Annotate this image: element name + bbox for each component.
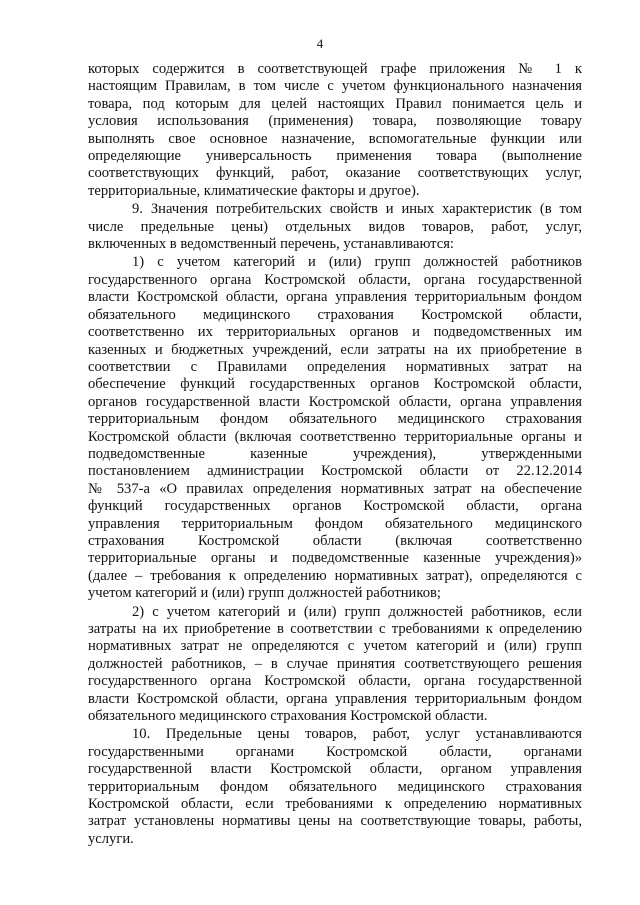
paragraph-line: функций государственных органов Костромской области, органа bbox=[88, 498, 582, 515]
paragraph-line: государственной власти Костромской области, органом управления bbox=[88, 761, 582, 778]
paragraph-line: власти Костромской области, органа управления территориальным фондом bbox=[88, 289, 582, 306]
paragraph-line: включенных в ведомственный перечень, устанавливаются: bbox=[88, 236, 454, 253]
paragraph-line: власти Костромской области, органа управления территориальным фондом bbox=[88, 690, 582, 707]
paragraph-line: Костромской области, если требованиями к определению нормативных bbox=[88, 796, 582, 813]
paragraph-line: соответствии с Правилами определения нормативных затрат на bbox=[88, 358, 582, 375]
paragraph-line: настоящим Правилам, в том числе с учетом функционального назначения bbox=[88, 78, 582, 95]
paragraph-line: которых содержится в соответствующей графе приложения № 1 к bbox=[88, 61, 582, 77]
paragraph-line: государственного органа Костромской области, органа государственной bbox=[88, 271, 582, 288]
paragraph-line: управления территориальным фондом обязательного медицинского bbox=[88, 515, 582, 532]
paragraph-line: постановлением администрации Костромской области от 22.12.2014 bbox=[88, 463, 582, 480]
paragraph-line: учетом категорий и (или) групп должностей работников; bbox=[88, 585, 441, 602]
paragraph-line: страхования Костромской области (включая соответственно bbox=[88, 532, 582, 549]
paragraph-line: 2) с учетом категорий и (или) групп должностей работников, если bbox=[132, 603, 582, 620]
paragraph-line: государственного органа Костромской области, органа государственной bbox=[88, 673, 582, 690]
paragraph-line: нормативных затрат не определяются с учетом категорий и (или) групп bbox=[88, 638, 582, 655]
paragraph-line: услуги. bbox=[88, 830, 134, 847]
paragraph-line: обязательного медицинского страхования Костромской области, bbox=[88, 306, 582, 323]
paragraph-line: товара, под которым для целей настоящих Правил понимается цель и bbox=[88, 95, 582, 112]
paragraph-line: (далее – требования к определению нормативных затрат), определяются с bbox=[88, 567, 582, 584]
paragraph-line: условия использования (применения) товара, позволяющие товару bbox=[88, 113, 582, 130]
paragraph-line: обязательного медицинского страхования Костромской области. bbox=[88, 708, 488, 725]
paragraph-line: 10. Предельные цены товаров, работ, услуг устанавливаются bbox=[132, 726, 582, 743]
paragraph-line: органов государственной власти Костромской области, органа управления bbox=[88, 393, 582, 410]
paragraph-line: затрат установлены нормативы цены на соответствующие товары, работы, bbox=[88, 813, 582, 830]
paragraph-line: определяющие универсальность применения товара (выполнение bbox=[88, 148, 582, 165]
page-number: 4 bbox=[316, 36, 324, 51]
paragraph-line: подведомственные казенные учреждения), утвержденными bbox=[88, 445, 582, 462]
paragraph-line: территориальным фондом обязательного медицинского страхования bbox=[88, 778, 582, 795]
paragraph-line: № 537-а «О правилах определения нормативных затрат на обеспечение bbox=[88, 480, 582, 497]
paragraph-line: казенных и бюджетных учреждений, если затраты на их приобретение в bbox=[88, 341, 582, 358]
paragraph-line: Костромской области (включая соответственно территориальные органы и bbox=[88, 428, 582, 445]
paragraph-line: территориальным фондом обязательного медицинского страхования bbox=[88, 411, 582, 428]
paragraph-line: выполнять свое основное назначение, вспомогательные функции или bbox=[88, 130, 582, 147]
paragraph-line: затраты на их приобретение в соответствии с требованиями к определению bbox=[88, 621, 582, 637]
paragraph-line: территориальные органы и подведомственные казенные учреждения)» bbox=[88, 550, 582, 567]
paragraph-line: обеспечение функций государственных органов Костромской области, bbox=[88, 376, 582, 393]
paragraph-line: 1) с учетом категорий и (или) групп должностей работников bbox=[132, 254, 582, 271]
paragraph-line: соответствующих функций, работ, оказание соответствующих услуг, bbox=[88, 165, 582, 182]
paragraph-line: 9. Значения потребительских свойств и иных характеристик (в том bbox=[132, 201, 582, 218]
paragraph-line: территориальные, климатические факторы и другое). bbox=[88, 182, 420, 199]
paragraph-line: должностей работников, – в случае принятия соответствующего решения bbox=[88, 655, 582, 672]
paragraph-line: соответственно их территориальных органов и подведомственных им bbox=[88, 324, 582, 341]
paragraph-line: числе предельные цены) отдельных видов товаров, работ, услуг, bbox=[88, 218, 582, 235]
document-body bbox=[88, 61, 582, 848]
paragraph-line: государственными органами Костромской области, органами bbox=[88, 743, 582, 760]
